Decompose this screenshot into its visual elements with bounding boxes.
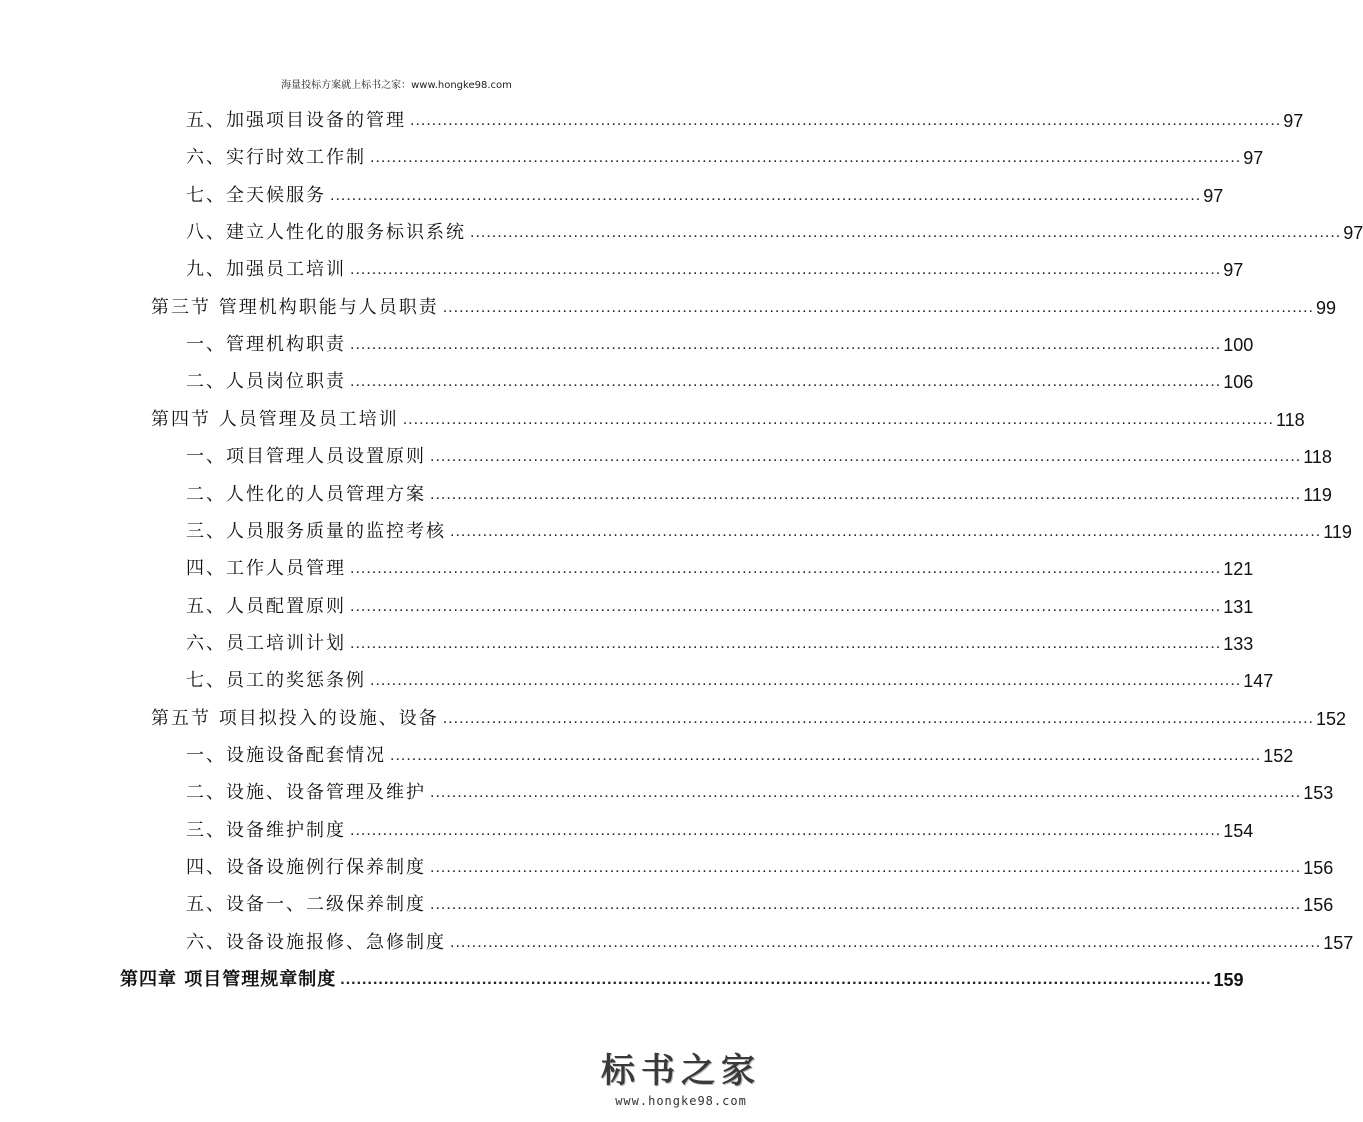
toc-page-number: 97 bbox=[1343, 223, 1363, 244]
toc-leader-dots: ................................................................................................................................................................ bbox=[390, 746, 1262, 764]
toc-leader-dots: ................................................................................................................................................................ bbox=[430, 896, 1302, 914]
toc-entry bbox=[186, 666, 1274, 692]
toc-page-number: 152 bbox=[1315, 708, 1347, 729]
toc-entry-label: 五、设备一、二级保养制度 bbox=[186, 894, 426, 916]
toc-entry-label: 五、加强项目设备的管理 bbox=[186, 110, 406, 131]
toc-entry bbox=[186, 442, 1332, 468]
toc-page-number: 153 bbox=[1303, 783, 1334, 804]
toc-page-number: 157 bbox=[1323, 932, 1354, 953]
toc-page-number: 156 bbox=[1303, 895, 1334, 916]
toc-entry bbox=[186, 741, 1294, 767]
toc-page-number: 97 bbox=[1203, 185, 1224, 206]
toc-page-number: 97 bbox=[1223, 260, 1244, 281]
toc-entry bbox=[186, 778, 1334, 804]
toc-leader-dots: ................................................................................................................................................................ bbox=[350, 560, 1222, 578]
toc-entry-label: 七、员工的奖惩条例 bbox=[186, 670, 366, 692]
brand-logo bbox=[581, 1043, 781, 1108]
toc-entry bbox=[186, 255, 1244, 281]
toc-entry-label: 一、项目管理人员设置原则 bbox=[186, 446, 426, 468]
toc-entry-label: 七、全天候服务 bbox=[186, 184, 326, 206]
toc-leader-dots: ................................................................................................................................................................ bbox=[370, 672, 1242, 690]
toc-entry bbox=[186, 890, 1334, 916]
toc-entry-label: 一、管理机构职责 bbox=[186, 334, 346, 356]
toc-entry-label: 二、设施、设备管理及维护 bbox=[186, 782, 426, 804]
toc-leader-dots: ................................................................................................................................................................ bbox=[430, 485, 1302, 503]
toc-section-entry bbox=[151, 405, 1305, 431]
toc-entry bbox=[186, 592, 1254, 618]
toc-page-number: 159 bbox=[1213, 970, 1244, 991]
brand-logo-title: 标书之家 bbox=[601, 1051, 761, 1091]
toc-page-number: 156 bbox=[1303, 858, 1334, 878]
toc-entry-label: 第四节 人员管理及员工培训 bbox=[151, 408, 399, 430]
toc-entry bbox=[186, 554, 1254, 580]
toc-entry bbox=[186, 367, 1254, 393]
toc-chapter-entry bbox=[120, 965, 1244, 991]
toc-leader-dots: ................................................................................................................................................................ bbox=[350, 336, 1222, 354]
toc-entry bbox=[186, 480, 1332, 506]
toc-entry bbox=[186, 218, 1363, 244]
toc-entry-label: 第五节 项目拟投入的设施、设备 bbox=[151, 707, 439, 729]
toc-leader-dots: ................................................................................................................................................................ bbox=[350, 634, 1222, 652]
toc-entry-label: 三、人员服务质量的监控考核 bbox=[186, 520, 446, 542]
toc-entry-label: 第四章 项目管理规章制度 bbox=[120, 969, 337, 991]
toc-leader-dots: ................................................................................................................................................................ bbox=[442, 709, 1314, 727]
toc-page-number: 133 bbox=[1223, 633, 1254, 654]
toc-leader-dots: ................................................................................................................................................................ bbox=[430, 859, 1302, 876]
toc-entry-label: 五、人员配置原则 bbox=[186, 595, 346, 617]
toc-entry-label: 四、设备设施例行保养制度 bbox=[186, 857, 426, 878]
toc-page-number: 99 bbox=[1315, 297, 1337, 318]
toc-entry-label: 九、加强员工培训 bbox=[186, 259, 346, 281]
toc-entry bbox=[186, 330, 1254, 356]
toc-page-number: 152 bbox=[1263, 745, 1294, 766]
toc-page-number: 121 bbox=[1223, 559, 1254, 580]
toc-entry bbox=[186, 181, 1224, 207]
toc-leader-dots: ................................................................................................................................................................ bbox=[350, 261, 1222, 279]
toc-entry-label: 二、人性化的人员管理方案 bbox=[186, 483, 426, 505]
toc-leader-dots: ................................................................................................................................................................ bbox=[350, 821, 1222, 839]
toc-leader-dots: ................................................................................................................................................................ bbox=[350, 373, 1222, 391]
toc-entry bbox=[186, 143, 1264, 169]
toc-page-number: 154 bbox=[1223, 820, 1254, 841]
toc-entry bbox=[186, 816, 1254, 842]
toc-section-entry bbox=[151, 704, 1347, 730]
toc-section-entry bbox=[151, 293, 1337, 319]
toc-page-number: 119 bbox=[1303, 484, 1332, 505]
toc-leader-dots: ................................................................................................................................................................ bbox=[450, 933, 1322, 951]
toc-entry-label: 一、设施设备配套情况 bbox=[186, 744, 386, 766]
toc-leader-dots: ................................................................................................................................................................ bbox=[330, 186, 1202, 204]
toc-entry-label: 四、工作人员管理 bbox=[186, 558, 346, 580]
toc-entry-label: 六、设备设施报修、急修制度 bbox=[186, 931, 446, 953]
toc-entry bbox=[186, 106, 1304, 132]
toc-leader-dots: ................................................................................................................................................................ bbox=[410, 112, 1282, 129]
toc-entry-label: 三、设备维护制度 bbox=[186, 819, 346, 841]
toc-entry-label: 第三节 管理机构职能与人员职责 bbox=[151, 296, 439, 318]
brand-logo-url: www.hongke98.com bbox=[615, 1094, 747, 1108]
toc-page-number: 118 bbox=[1303, 447, 1332, 468]
toc-page-number: 97 bbox=[1283, 111, 1304, 131]
toc-page-number: 97 bbox=[1243, 148, 1264, 169]
toc-entry-label: 二、人员岗位职责 bbox=[186, 371, 346, 393]
toc-page-number: 119 bbox=[1323, 521, 1352, 542]
toc-page-number: 106 bbox=[1223, 372, 1254, 393]
toc-page-number: 147 bbox=[1243, 671, 1274, 692]
toc-entry-label: 六、实行时效工作制 bbox=[186, 147, 366, 169]
toc-entry bbox=[186, 629, 1254, 655]
toc-page-number: 100 bbox=[1223, 335, 1254, 356]
toc-leader-dots: ................................................................................................................................................................ bbox=[430, 784, 1302, 802]
toc-entry bbox=[186, 853, 1334, 879]
toc-entry bbox=[186, 928, 1354, 954]
toc-leader-dots: ................................................................................................................................................................ bbox=[340, 971, 1212, 989]
page-header: 海量投标方案就上标书之家：www.hongke98.com bbox=[281, 80, 512, 91]
toc-leader-dots: ................................................................................................................................................................ bbox=[442, 298, 1314, 316]
toc-page-number: 118 bbox=[1275, 409, 1305, 430]
toc-leader-dots: ................................................................................................................................................................ bbox=[470, 224, 1342, 242]
toc-leader-dots: ................................................................................................................................................................ bbox=[450, 522, 1322, 540]
toc-entry-label: 八、建立人性化的服务标识系统 bbox=[186, 222, 466, 244]
toc-entry bbox=[186, 517, 1352, 543]
toc-leader-dots: ................................................................................................................................................................ bbox=[402, 410, 1274, 428]
toc-leader-dots: ................................................................................................................................................................ bbox=[430, 448, 1302, 466]
toc-page-number: 131 bbox=[1223, 596, 1254, 617]
toc-entry-label: 六、员工培训计划 bbox=[186, 632, 346, 654]
toc-leader-dots: ................................................................................................................................................................ bbox=[370, 149, 1242, 167]
toc-leader-dots: ................................................................................................................................................................ bbox=[350, 597, 1222, 615]
